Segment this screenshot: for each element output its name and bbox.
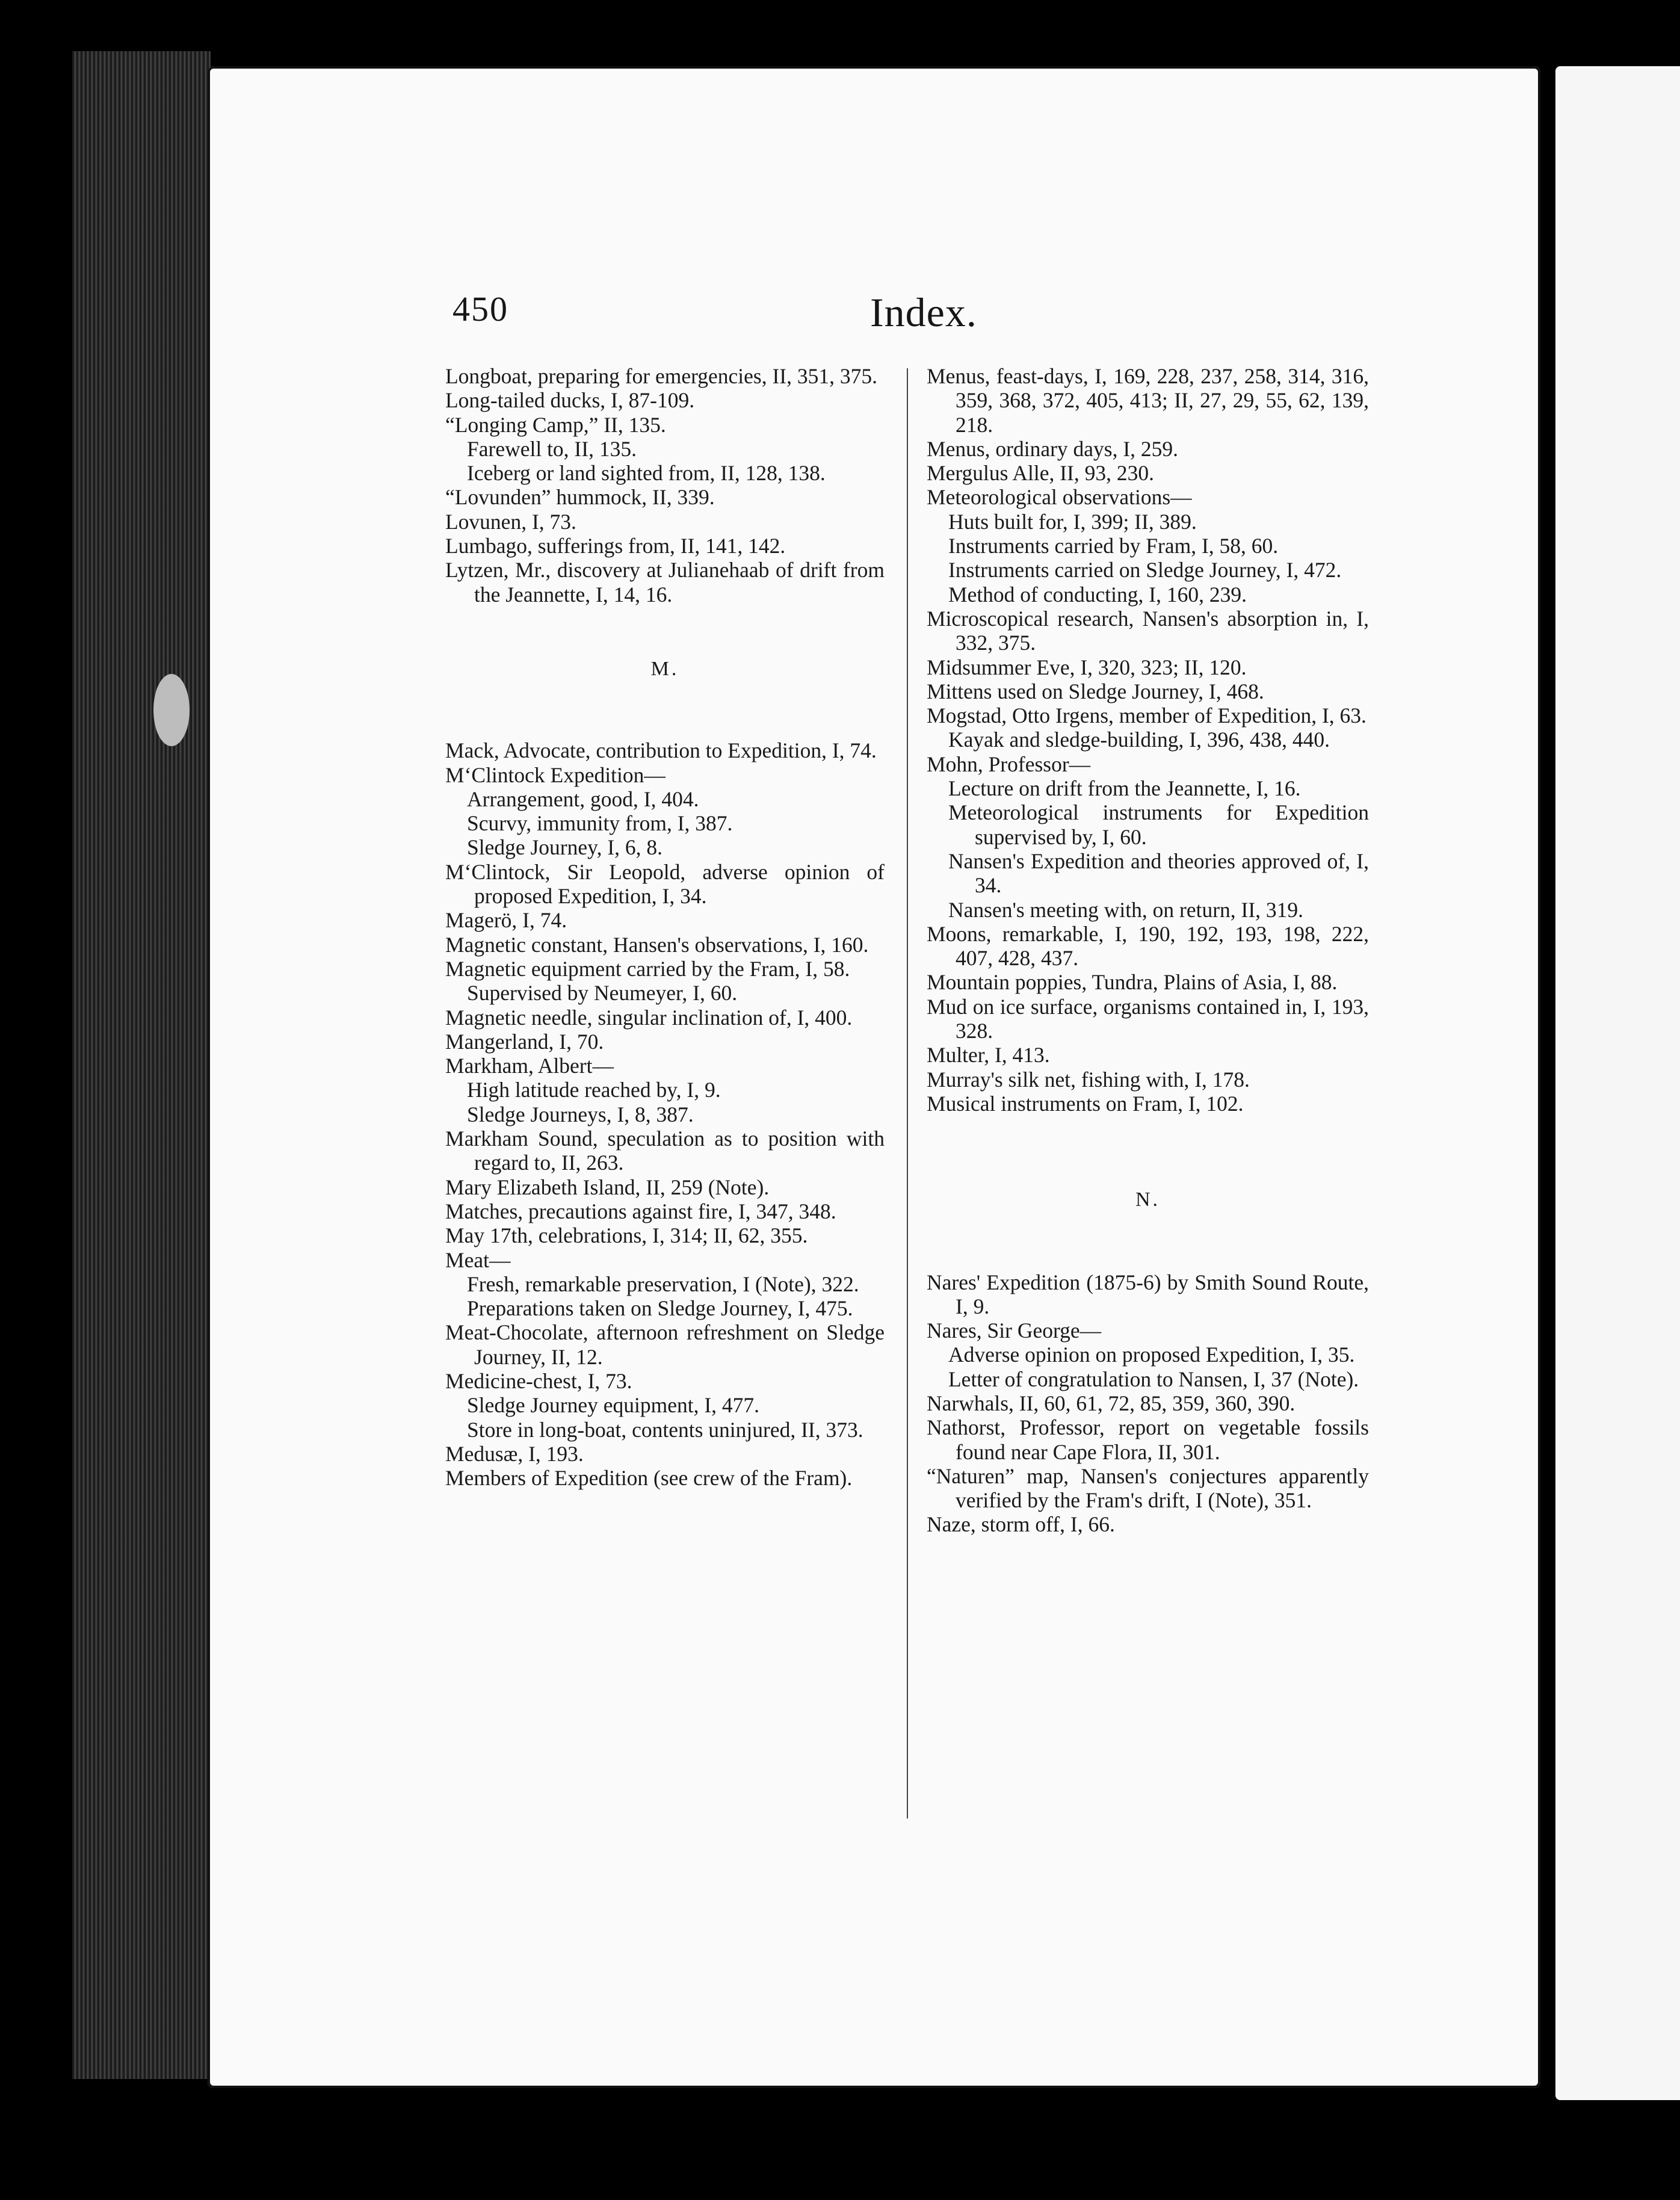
index-subentry: Arrangement, good, I, 404. <box>467 786 699 811</box>
index-entry: Naze, storm off, I, 66. <box>927 1512 1115 1537</box>
index-entry: “Lovunden” hummock, II, 339. <box>445 485 715 510</box>
index-entry: Nathorst, Professor, report on vegetable fossils found near Cape Flora, II, 301. <box>927 1415 1369 1464</box>
index-entry: Menus, ordinary days, I, 259. <box>927 436 1179 461</box>
index-subentry: Huts built for, I, 399; II, 389. <box>948 509 1197 534</box>
index-subentry: Instruments carried by Fram, I, 58, 60. <box>948 534 1279 558</box>
index-entry: Mohn, Professor— <box>927 752 1091 776</box>
index-entry: Musical instruments on Fram, I, 102. <box>927 1091 1244 1116</box>
index-subentry: High latitude reached by, I, 9. <box>467 1078 721 1102</box>
index-entry: Matches, precautions against fire, I, 347, 348. <box>445 1199 836 1223</box>
index-entry: Lovunen, I, 73. <box>445 509 576 534</box>
index-entry: Nares' Expedition (1875-6) by Smith Sound Route, I, 9. <box>927 1270 1369 1318</box>
index-entry: “Naturen” map, Nansen's conjectures apparently verified by the Fram's drift, I (Note), 351. <box>927 1463 1369 1513</box>
index-entry: Medusæ, I, 193. <box>445 1441 584 1466</box>
index-entry: Long-tailed ducks, I, 87-109. <box>445 388 695 413</box>
index-entry: Multer, I, 413. <box>927 1043 1050 1068</box>
index-subentry: Meteorological instruments for Expedition supervised by, I, 60. <box>948 800 1369 849</box>
index-entry: Menus, feast-days, I, 169, 228, 237, 258, 314, 316, 359, 368, 372, 405, 413; II, 27, 29, 55, 62, 139, 218. <box>927 364 1369 437</box>
index-subentry: Fresh, remarkable preservation, I (Note), 322. <box>467 1271 859 1296</box>
index-entries-n <box>927 1270 1369 1537</box>
page-header <box>452 289 1572 343</box>
index-entry: Longboat, preparing for emergencies, II, 351, 375. <box>445 364 877 388</box>
index-entries-l <box>445 364 885 607</box>
index-entry: Meat-Chocolate, afternoon refreshment on Sledge Journey, II, 12. <box>445 1320 885 1369</box>
facing-page-edge <box>1555 66 1680 2100</box>
index-entry: Nares, Sir George— <box>927 1318 1102 1343</box>
index-subentry: Method of conducting, I, 160, 239. <box>948 582 1247 607</box>
index-column-left <box>445 364 885 1490</box>
page-title: Index. <box>870 289 977 335</box>
index-subentry: Letter of congratulation to Nansen, I, 37 (Note). <box>948 1367 1359 1391</box>
index-subentry: Preparations taken on Sledge Journey, I, 475. <box>467 1296 853 1321</box>
index-subentry: Nansen's Expedition and theories approved of, I, 34. <box>948 848 1369 898</box>
index-subentry: Sledge Journey, I, 6, 8. <box>467 835 663 860</box>
index-entry: M‘Clintock Expedition— <box>445 762 666 787</box>
index-entry: Lytzen, Mr., discovery at Julianehaab of drift from the Jeannette, I, 14, 16. <box>445 558 885 607</box>
book-page-edges <box>72 51 211 2079</box>
column-divider <box>907 368 908 1818</box>
index-column-right <box>927 364 1369 1537</box>
index-entry: Mangerland, I, 70. <box>445 1029 604 1054</box>
index-entry: Moons, remarkable, I, 190, 192, 193, 198, 222, 407, 428, 437. <box>927 921 1369 971</box>
page-number: 450 <box>452 289 508 329</box>
index-subentry: Supervised by Neumeyer, I, 60. <box>467 981 738 1006</box>
index-subentry: Kayak and sledge-building, I, 396, 438, 440. <box>948 728 1330 752</box>
index-entry: Mary Elizabeth Island, II, 259 (Note). <box>445 1175 770 1199</box>
index-subentry: Lecture on drift from the Jeannette, I, 16. <box>948 776 1301 801</box>
index-entry: Magnetic constant, Hansen's observations, I, 160. <box>445 932 869 957</box>
index-entry: Microscopical research, Nansen's absorption in, I, 332, 375. <box>927 606 1369 655</box>
index-entry: Members of Expedition (see crew of the Fram). <box>445 1466 853 1491</box>
index-entry: Mud on ice surface, organisms contained in, I, 193, 328. <box>927 994 1369 1043</box>
index-subentry: Sledge Journey equipment, I, 477. <box>467 1393 760 1418</box>
index-entry: Magnetic equipment carried by the Fram, I, 58. <box>445 956 850 981</box>
index-entry: Mergulus Alle, II, 93, 230. <box>927 461 1154 486</box>
index-entry: May 17th, celebrations, I, 314; II, 62, 355. <box>445 1223 808 1248</box>
index-subentry: Sledge Journeys, I, 8, 387. <box>467 1102 694 1126</box>
index-entry: Meat— <box>445 1247 511 1272</box>
index-subentry: Nansen's meeting with, on return, II, 319. <box>948 897 1304 922</box>
page-blemish <box>153 674 190 746</box>
index-entry: “Longing Camp,” II, 135. <box>445 412 666 437</box>
index-entry: Mogstad, Otto Irgens, member of Expedition, I, 63. <box>927 703 1367 728</box>
index-entry: Magerö, I, 74. <box>445 908 567 933</box>
index-entry: Lumbago, sufferings from, II, 141, 142. <box>445 534 786 558</box>
index-entry: Murray's silk net, fishing with, I, 178. <box>927 1067 1250 1092</box>
index-subentry: Store in long-boat, contents uninjured, II, 373. <box>467 1417 863 1442</box>
index-subentry: Scurvy, immunity from, I, 387. <box>467 811 733 836</box>
index-subentry: Adverse opinion on proposed Expedition, I, 35. <box>948 1343 1355 1367</box>
index-entry: Narwhals, II, 60, 61, 72, 85, 359, 360, 390. <box>927 1391 1296 1415</box>
letter-heading-n: N. <box>1135 1188 1161 1211</box>
index-entry: Magnetic needle, singular inclination of, I, 400. <box>445 1005 853 1030</box>
index-entries-m-cont <box>927 364 1369 1116</box>
index-entry: Meteorological observations— <box>927 485 1192 510</box>
index-entry: Mountain poppies, Tundra, Plains of Asia, I, 88. <box>927 970 1338 995</box>
index-subentry: Iceberg or land sighted from, II, 128, 138. <box>467 461 826 486</box>
index-entry: Markham, Albert— <box>445 1054 614 1078</box>
index-entry: Mack, Advocate, contribution to Expedition, I, 74. <box>445 738 877 763</box>
index-entry: Mittens used on Sledge Journey, I, 468. <box>927 679 1264 703</box>
index-entry: Midsummer Eve, I, 320, 323; II, 120. <box>927 655 1247 679</box>
index-entry: Markham Sound, speculation as to position with regard to, II, 263. <box>445 1126 885 1175</box>
index-subentry: Instruments carried on Sledge Journey, I, 472. <box>948 558 1342 582</box>
index-entry: Medicine-chest, I, 73. <box>445 1368 632 1393</box>
index-entry: M‘Clintock, Sir Leopold, adverse opinion of proposed Expedition, I, 34. <box>445 859 885 909</box>
index-subentry: Farewell to, II, 135. <box>467 436 637 461</box>
index-entries-m <box>445 738 885 1490</box>
letter-heading-m: M. <box>650 657 679 680</box>
